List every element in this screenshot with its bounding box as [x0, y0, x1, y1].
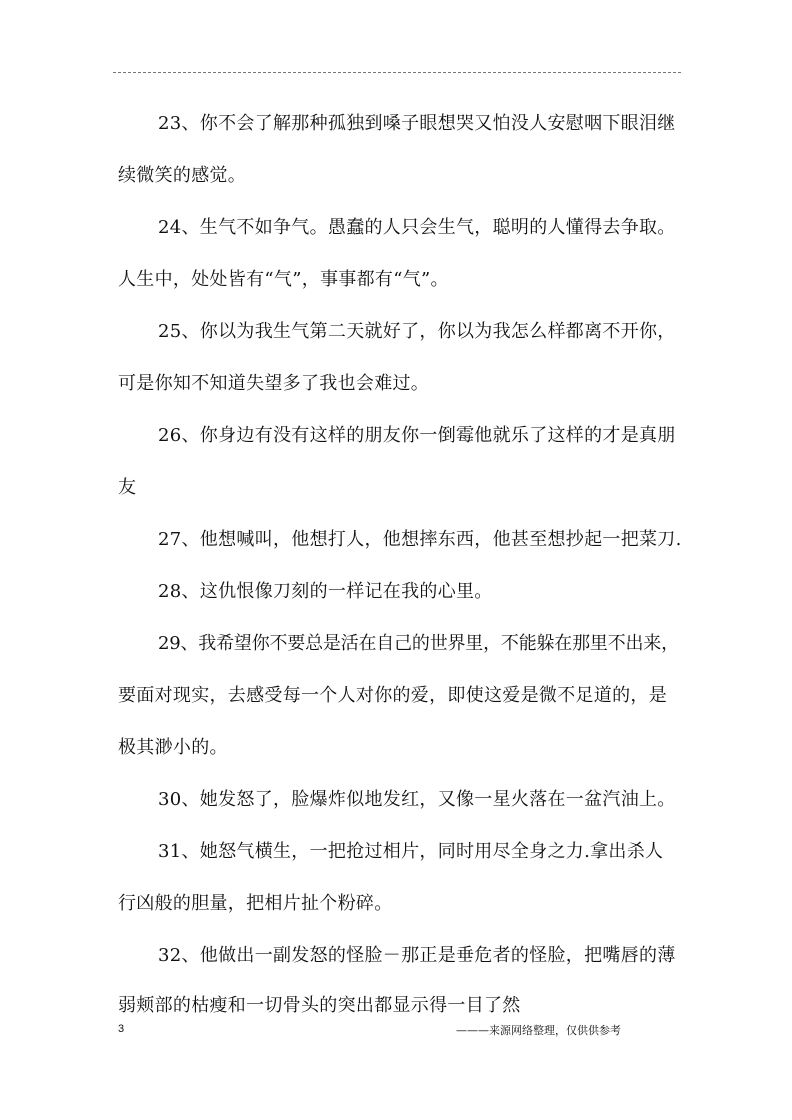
text-line: 26、你身边有没有这样的朋友你一倒霉他就乐了这样的才是真朋: [158, 425, 676, 446]
text-line: 28、这仇恨像刀刻的一样记在我的心里。: [158, 581, 493, 602]
text-line: 30、她发怒了，脸爆炸似地发红，又像一星火落在一盆汽油上。: [158, 789, 676, 810]
footer-source-note: ———来源网络整理，仅供供参考: [456, 1024, 621, 1037]
text-line: 人生中，处处皆有“气”，事事都有“气”。: [118, 269, 449, 290]
text-line: 要面对现实，去感受每一个人对你的爱，即使这爱是微不足道的，是: [118, 685, 667, 706]
text-line: 25、你以为我生气第二天就好了，你以为我怎么样都离不开你，: [158, 321, 676, 342]
page-number: 3: [118, 1023, 125, 1035]
header-dashed-rule: [113, 72, 681, 73]
text-line: 续微笑的感觉。: [118, 165, 247, 186]
text-line: 29、我希望你不要总是活在自己的世界里，不能躲在那里不出来，: [158, 633, 679, 654]
text-line: 可是你知不知道失望多了我也会难过。: [118, 373, 430, 394]
text-line: 23、你不会了解那种孤独到嗓子眼想哭又怕没人安慰咽下眼泪继: [158, 113, 676, 134]
text-line: 32、他做出一副发怒的怪脸－那正是垂危者的怪脸，把嘴唇的薄: [158, 945, 676, 966]
text-line: 极其渺小的。: [118, 737, 228, 758]
text-line: 弱颊部的枯瘦和一切骨头的突出都显示得一目了然: [118, 995, 521, 1016]
text-line: 27、他想喊叫，他想打人，他想摔东西，他甚至想抄起一把菜刀.: [158, 529, 682, 550]
text-line: 行凶般的胆量，把相片扯个粉碎。: [118, 893, 393, 914]
text-line: 24、生气不如争气。愚蠢的人只会生气，聪明的人懂得去争取。: [158, 217, 676, 238]
text-line: 31、她怒气横生，一把抢过相片，同时用尽全身之力.拿出杀人: [158, 841, 664, 862]
text-line: 友: [118, 477, 137, 498]
